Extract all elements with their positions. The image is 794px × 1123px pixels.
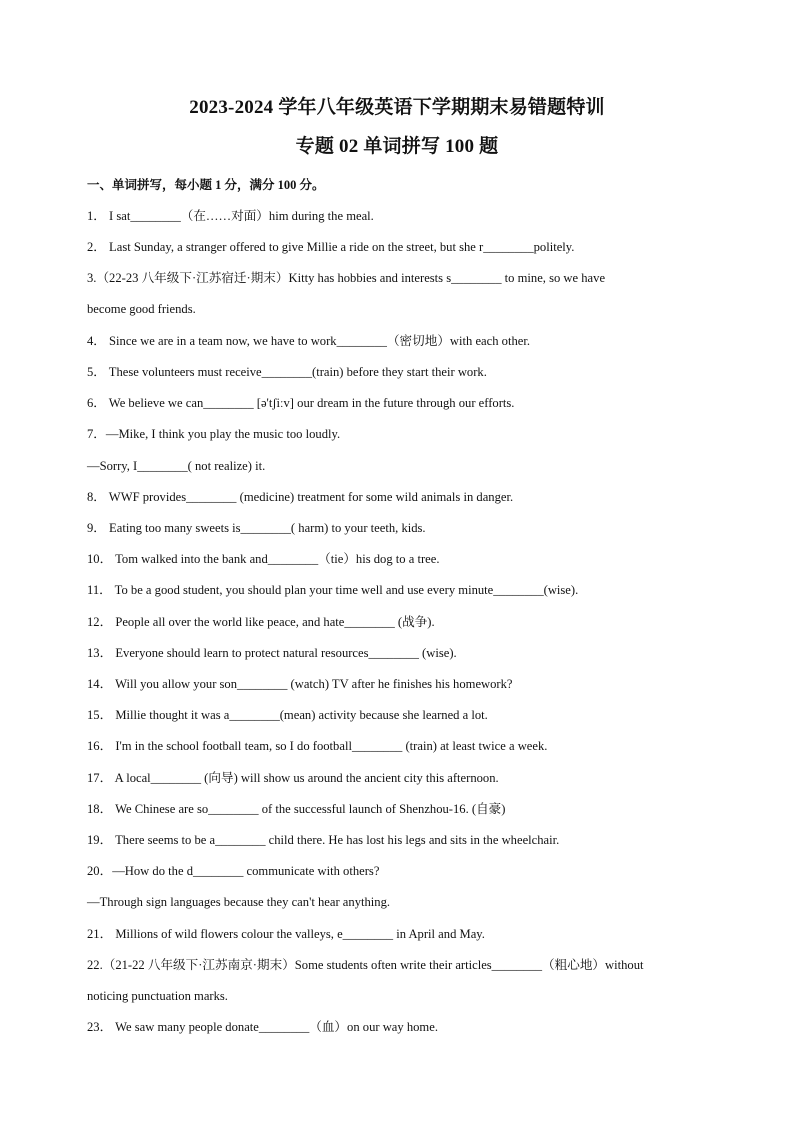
question-line: —Sorry, I________( not realize) it. — [87, 459, 266, 473]
question-line: 10． Tom walked into the bank and________（tie）his dog to a tree. — [87, 552, 440, 566]
question-line: 6． We believe we can________ [ə'tʃiːv] our dream in the future through our efforts. — [87, 396, 515, 410]
question-line: 9． Eating too many sweets is________( harm) to your teeth, kids. — [87, 521, 426, 535]
question-line: 15． Millie thought it was a________(mean) activity because she learned a lot. — [87, 708, 488, 722]
question-line: 23． We saw many people donate________（血）on our way home. — [87, 1020, 438, 1034]
question-line: 8． WWF provides________ (medicine) treatment for some wild animals in danger. — [87, 490, 514, 504]
question-line: 18． We Chinese are so________ of the successful launch of Shenzhou-16. (自豪) — [87, 802, 506, 816]
document-subtitle: 专题 02 单词拼写 100 题 — [295, 136, 499, 157]
question-line: 22.（21-22 八年级下·江苏南京·期末）Some students often write their articles________（粗心地）without — [87, 958, 644, 972]
question-line: 1． I sat________（在……对面）him during the meal. — [87, 209, 374, 223]
question-line: 11． To be a good student, you should plan your time well and use every minute________(wise). — [87, 583, 579, 597]
question-line: —Through sign languages because they can't hear anything. — [87, 895, 391, 909]
question-line: 13． Everyone should learn to protect natural resources________ (wise). — [87, 646, 457, 660]
question-line: 19． There seems to be a________ child there. He has lost his legs and sits in the wheelchair. — [87, 833, 560, 847]
question-line: noticing punctuation marks. — [87, 989, 228, 1003]
question-line: 4． Since we are in a team now, we have to work________（密切地）with each other. — [87, 334, 531, 348]
question-line: 5． These volunteers must receive________(train) before they start their work. — [87, 365, 487, 379]
question-line: 14． Will you allow your son________ (watch) TV after he finishes his homework? — [87, 677, 513, 691]
section-header: 一、单词拼写，每小题 1 分，满分 100 分。 — [87, 178, 325, 192]
document-title: 2023-2024 学年八年级英语下学期期末易错题特训 — [189, 97, 605, 118]
question-line: become good friends. — [87, 302, 196, 316]
question-line: 2． Last Sunday, a stranger offered to give Millie a ride on the street, but she r________politely. — [87, 240, 575, 254]
question-line: 21． Millions of wild flowers colour the valleys, e________ in April and May. — [87, 927, 485, 941]
question-line: 17． A local________ (向导) will show us around the ancient city this afternoon. — [87, 771, 499, 785]
question-line: 7．—Mike, I think you play the music too loudly. — [87, 427, 341, 441]
question-line: 20．—How do the d________ communicate with others? — [87, 864, 380, 878]
question-line: 16． I'm in the school football team, so I do football________ (train) at least twice a week. — [87, 739, 548, 753]
question-line: 3.（22-23 八年级下·江苏宿迁·期末）Kitty has hobbies and interests s________ to mine, so we have — [87, 271, 606, 285]
question-line: 12． People all over the world like peace, and hate________ (战争). — [87, 615, 435, 629]
